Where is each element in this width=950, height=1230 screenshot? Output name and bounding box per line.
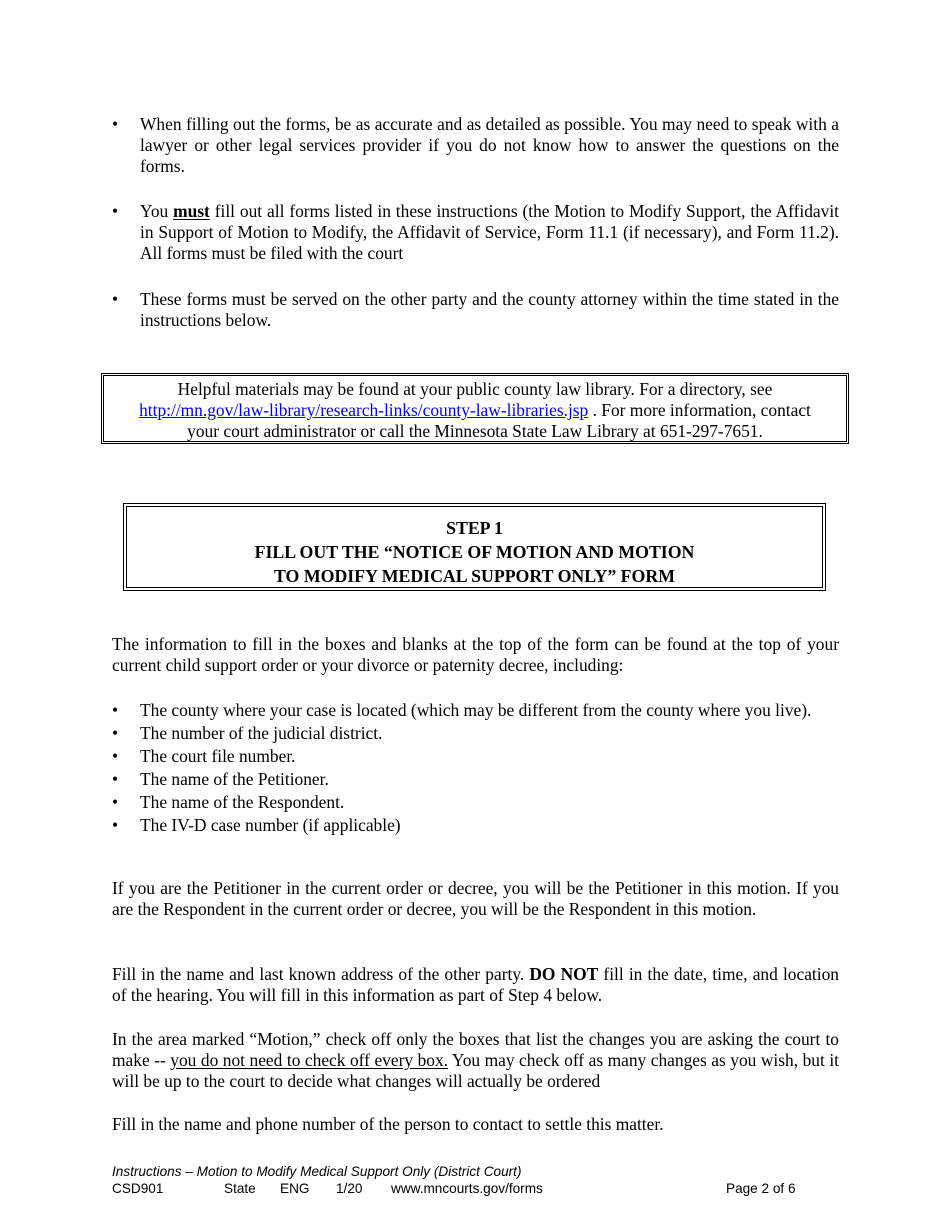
footer-title: Instructions – Motion to Modify Medical Support Only (District Court) — [112, 1164, 522, 1179]
bullet-accuracy — [112, 114, 839, 177]
do-not-emphasis: DO NOT — [529, 964, 599, 984]
intro-paragraph: The information to fill in the boxes and blanks at the top of the form can be found at the top of your current child support order or your divorce or paternity decree, including: — [112, 634, 839, 675]
list-item-text: The IV-D case number (if applicable) — [140, 815, 401, 835]
emphasis-must: must — [173, 201, 210, 221]
list-item-text: The name of the Petitioner. — [140, 769, 329, 789]
bullet-dot: • — [112, 769, 119, 789]
footer-page-number: Page 2 of 6 — [726, 1181, 796, 1196]
bullet-must-fill — [112, 201, 839, 264]
bullet-dot: • — [112, 723, 119, 743]
motion-paragraph — [112, 1029, 839, 1092]
bullet-dot: • — [112, 201, 119, 221]
fill-in-paragraph — [112, 964, 839, 1006]
bullet-dot: • — [112, 289, 119, 309]
list-item — [112, 769, 839, 790]
footer-language: ENG — [280, 1181, 310, 1196]
list-item — [112, 723, 839, 744]
bullet-served — [112, 289, 839, 331]
law-library-link[interactable]: http://mn.gov/law-library/research-links/county-law-libraries.jsp — [139, 400, 589, 420]
list-item-text: The number of the judicial district. — [140, 723, 383, 743]
bullet-dot: • — [112, 746, 119, 766]
help-line-2 — [104, 400, 846, 421]
bullet-dot: • — [112, 114, 119, 134]
list-item — [112, 792, 839, 813]
footer-row — [112, 1180, 832, 1197]
fill-in-post: fill in the date, time, and location of the hearing. You will fill in this information as part of Step 4 below. — [112, 964, 839, 1005]
list-item-text: The court file number. — [140, 746, 296, 766]
petitioner-paragraph: If you are the Petitioner in the current order or decree, you will be the Petitioner in this motion. If you are the Respondent in the current order or decree, you will be the Respondent in this motion. — [112, 878, 839, 919]
bullet-text: When filling out the forms, be as accurate and as detailed as possible. You may need to speak with a lawyer or other legal services provider if you do not know how to answer the questions on the forms. — [140, 114, 839, 176]
list-item — [112, 746, 839, 767]
motion-underlined: you do not need to check off every box. — [170, 1050, 449, 1070]
fill-in-pre: Fill in the name and last known address of the other party. — [112, 964, 530, 984]
footer-form-number: CSD901 — [112, 1181, 164, 1196]
help-after-link: . For more information, contact — [588, 400, 811, 420]
list-item — [112, 700, 839, 721]
help-line-1: Helpful materials may be found at your public county law library. For a directory, see — [177, 379, 773, 399]
help-box — [101, 373, 849, 444]
list-item-text: The name of the Respondent. — [140, 792, 345, 812]
step-number: STEP 1 — [446, 518, 503, 538]
list-item — [112, 815, 839, 836]
bullet-text: These forms must be served on the other party and the county attorney within the time stated in the instructions below. — [140, 289, 839, 330]
footer-url: www.mncourts.gov/forms — [391, 1181, 543, 1196]
footer-state: State — [224, 1181, 256, 1196]
motion-post: You may check off as many changes as you wish, but it will be up to the court to decide what changes will actually be ordered — [112, 1050, 839, 1091]
bullet-dot: • — [112, 815, 119, 835]
motion-pre: In the area marked “Motion,” check off only the boxes that list the changes you are asking the court to make -- — [112, 1029, 839, 1070]
bullet-dot: • — [112, 792, 119, 812]
help-line-3: your court administrator or call the Minnesota State Law Library at 651-297-7651. — [187, 421, 763, 441]
footer-date: 1/20 — [336, 1181, 363, 1196]
case-info-list — [112, 700, 839, 838]
step-title-line-2: TO MODIFY MEDICAL SUPPORT ONLY” FORM — [274, 566, 675, 586]
step-1-box — [123, 503, 826, 591]
bullet-dot: • — [112, 700, 119, 720]
step-title-line-1: FILL OUT THE “NOTICE OF MOTION AND MOTION — [254, 542, 695, 562]
contact-paragraph: Fill in the name and phone number of the person to contact to settle this matter. — [112, 1114, 664, 1134]
bullet-text-post: fill out all forms listed in these instructions (the Motion to Modify Support, the Affidavit in Support of Motion to Modify, the Affidavit of Service, Form 11.1 (if necessary), and Form 11.2). All forms must be filed with the court — [140, 201, 839, 263]
page-footer — [112, 1163, 832, 1197]
bullet-text-pre: You — [140, 201, 174, 221]
list-item-text: The county where your case is located (which may be different from the county where you live). — [140, 700, 812, 720]
